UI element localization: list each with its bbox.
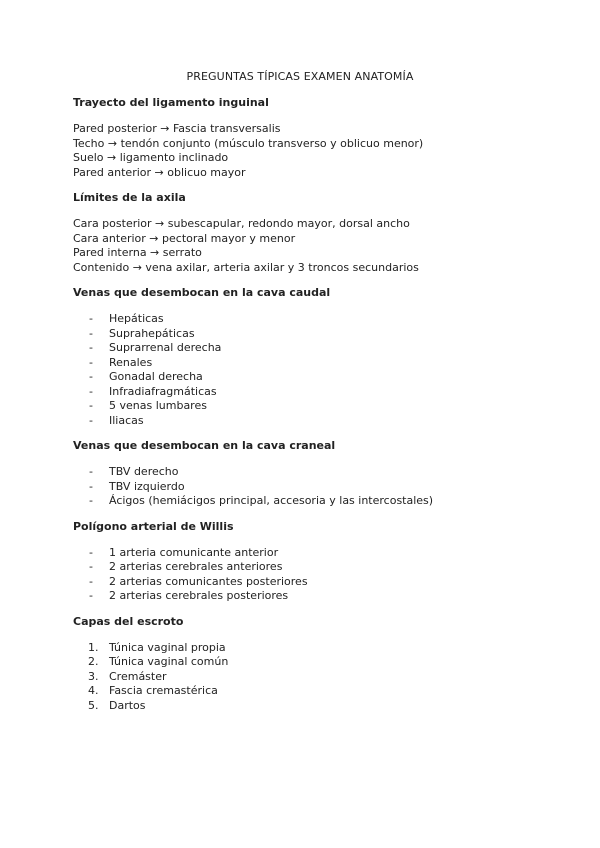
- list-number: 4.: [88, 684, 99, 697]
- list-item: [73, 641, 573, 656]
- list-item-text: Suprarrenal derecha: [109, 341, 222, 354]
- list-item-text: Infradiafragmáticas: [109, 384, 217, 398]
- bullet-dash: -: [89, 326, 93, 340]
- list-item-text: Gonadal derecha: [109, 370, 203, 383]
- bullet-dash: -: [89, 312, 93, 325]
- heading-cava-craneal: Venas que desembocan en la cava craneal: [73, 439, 336, 452]
- bullet-dash: -: [89, 341, 93, 354]
- bullet-dash: -: [89, 589, 93, 602]
- list-item: [73, 684, 573, 699]
- bullet-dash: -: [89, 494, 93, 507]
- text-line: Suelo → ligamento inclinado: [73, 151, 229, 164]
- list-item-text: Dartos: [109, 698, 146, 712]
- list-item-text: Fascia cremastérica: [109, 684, 218, 697]
- list-item-text: 2 arterias comunicantes posteriores: [109, 574, 308, 588]
- list-item: [73, 341, 573, 356]
- list-item-text: 1 arteria comunicante anterior: [109, 545, 279, 559]
- list-item: [73, 414, 573, 429]
- list-item: [73, 655, 573, 670]
- text-line: Pared posterior → Fascia transversalis: [73, 122, 281, 135]
- list-item: [73, 589, 573, 604]
- list-item-text: 5 venas lumbares: [109, 399, 207, 412]
- list-item-text: 2 arterias cerebrales anteriores: [109, 560, 283, 573]
- text-line: Pared anterior → oblicuo mayor: [73, 165, 246, 179]
- bullet-dash: -: [89, 355, 93, 369]
- list-cava-craneal: [73, 465, 573, 509]
- document-title: PREGUNTAS TÍPICAS EXAMEN ANATOMÍA: [186, 70, 414, 83]
- text-line: Techo → tendón conjunto (músculo transverso y oblicuo menor): [73, 136, 424, 150]
- list-item: [73, 575, 573, 590]
- bullet-dash: -: [89, 574, 93, 588]
- list-item: [73, 560, 573, 575]
- list-item: [73, 670, 573, 685]
- bullet-dash: -: [89, 465, 93, 478]
- list-number: 1.: [88, 640, 99, 654]
- list-item: [73, 356, 573, 371]
- list-item-text: Renales: [109, 355, 153, 369]
- list-item-text: Hepáticas: [109, 312, 164, 325]
- bullet-dash: -: [89, 479, 93, 493]
- document-content: [73, 96, 573, 713]
- list-item-text: Cremáster: [109, 669, 167, 683]
- bullet-dash: -: [89, 413, 93, 427]
- heading-poligono-willis: Polígono arterial de Willis: [73, 519, 234, 533]
- list-item-text: 2 arterias cerebrales posteriores: [109, 589, 289, 602]
- text-line: Pared interna → serrato: [73, 246, 202, 259]
- bullet-dash: -: [89, 384, 93, 398]
- bullet-dash: -: [89, 370, 93, 383]
- list-item-text: TBV izquierdo: [109, 479, 185, 493]
- list-item: [73, 399, 573, 414]
- list-cava-caudal: [73, 312, 573, 428]
- list-capas-escroto: [73, 641, 573, 714]
- list-number: 5.: [88, 698, 99, 712]
- list-number: 2.: [88, 655, 99, 668]
- bullet-dash: -: [89, 560, 93, 573]
- list-item-text: Túnica vaginal propia: [109, 640, 226, 654]
- list-item-text: Iliacas: [109, 413, 144, 427]
- text-line: Cara posterior → subescapular, redondo mayor, dorsal ancho: [73, 217, 410, 230]
- text-line: Contenido → vena axilar, arteria axilar y 3 troncos secundarios: [73, 260, 419, 274]
- list-item: [73, 494, 573, 509]
- paragraph-ligamento-inguinal: [73, 122, 573, 180]
- list-item: [73, 480, 573, 495]
- list-item-text: Ácigos (hemiácigos principal, accesoria y las intercostales): [109, 494, 434, 507]
- bullet-dash: -: [89, 399, 93, 412]
- list-item-text: Túnica vaginal común: [109, 655, 229, 668]
- heading-cava-caudal: Venas que desembocan en la cava caudal: [73, 286, 331, 299]
- list-item: [73, 699, 573, 714]
- list-item-text: TBV derecho: [109, 465, 179, 478]
- heading-capas-escroto: Capas del escroto: [73, 614, 184, 628]
- list-item: [73, 327, 573, 342]
- list-item: [73, 370, 573, 385]
- text-line: Cara anterior → pectoral mayor y menor: [73, 231, 296, 245]
- paragraph-limites-axila: [73, 217, 573, 275]
- heading-limites-axila: Límites de la axila: [73, 191, 186, 204]
- list-item: [73, 312, 573, 327]
- list-item-text: Suprahepáticas: [109, 326, 195, 340]
- list-item: [73, 546, 573, 561]
- list-number: 3.: [88, 669, 99, 683]
- list-poligono-willis: [73, 546, 573, 604]
- bullet-dash: -: [89, 545, 93, 559]
- heading-ligamento-inguinal: Trayecto del ligamento inguinal: [73, 96, 269, 109]
- list-item: [73, 465, 573, 480]
- list-item: [73, 385, 573, 400]
